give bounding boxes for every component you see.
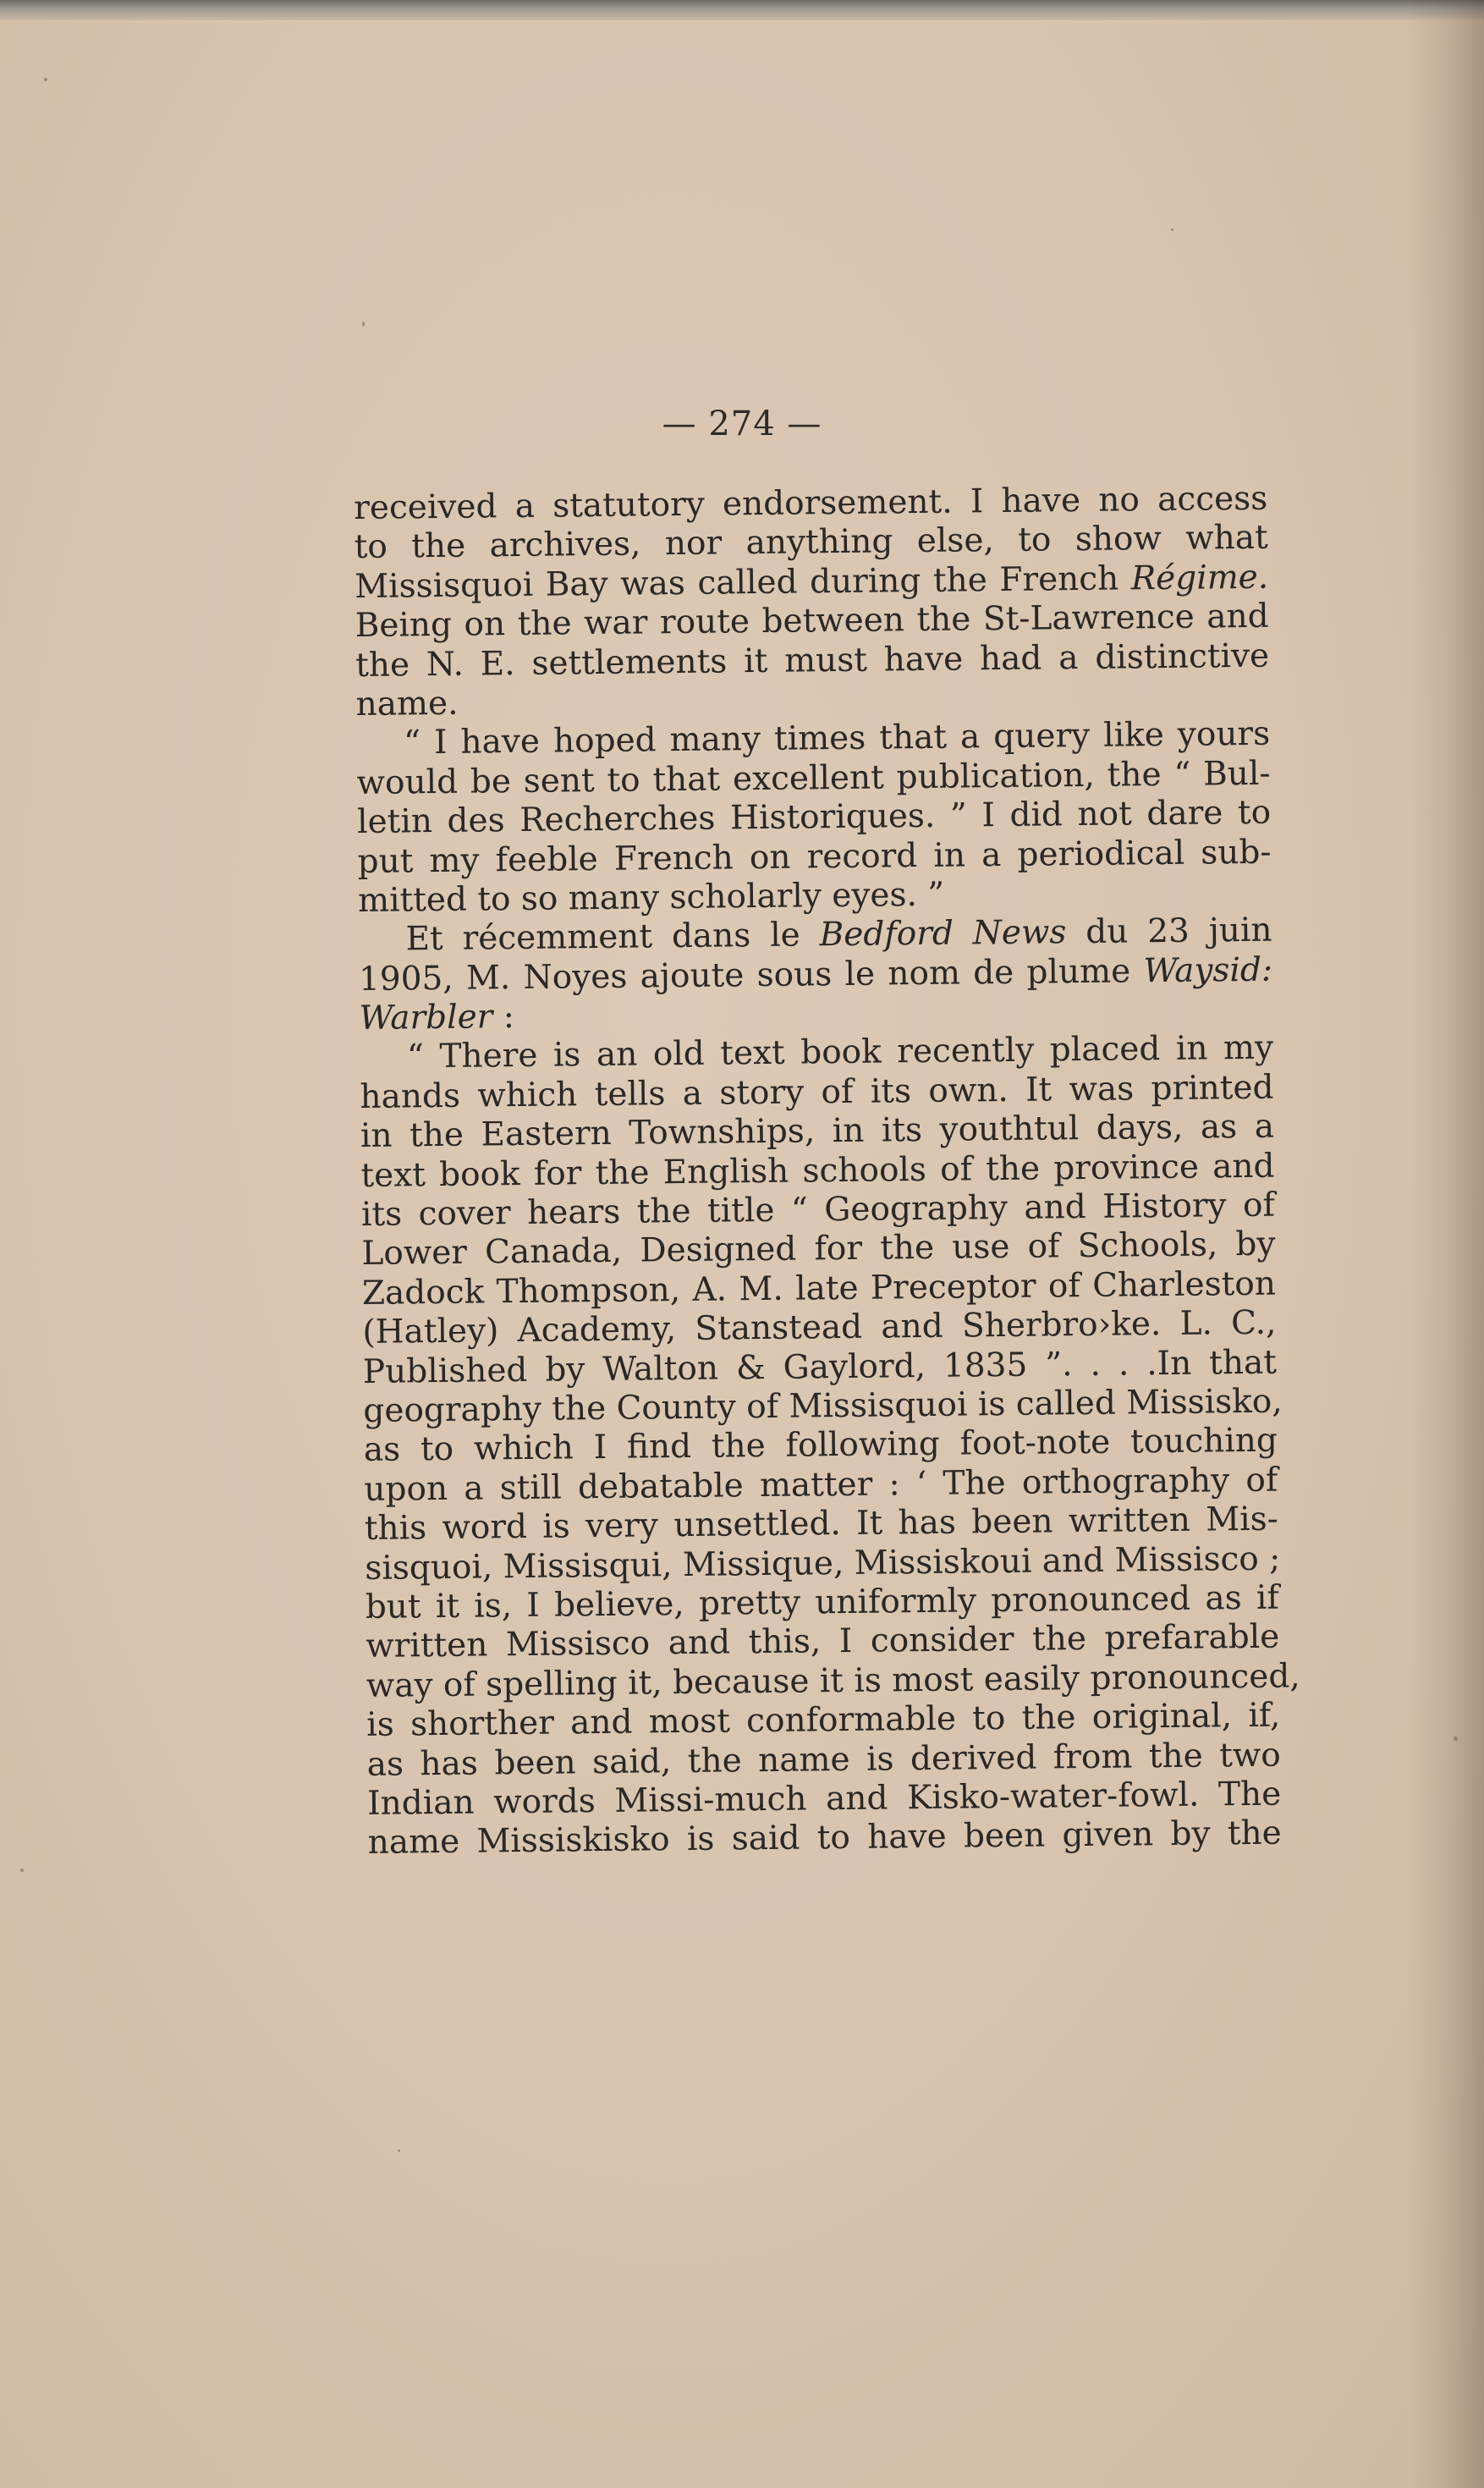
text-line: in the Eastern Townships, in its youthtul days, as a: [360, 1107, 1275, 1156]
text-line: way of spelling it, because it is most easily pronounced,: [366, 1657, 1300, 1705]
page-top-edge: [0, 0, 1484, 20]
text-line: to the archives, nor anything else, to show what: [354, 519, 1268, 567]
page-right-shadow: [1408, 0, 1484, 2488]
text-line: Being on the war route between the St-Lawrence and: [355, 597, 1269, 646]
text-line: this word is very unsettled. It has been written Mis-: [364, 1500, 1279, 1549]
text-line: Lower Canada, Designed for the use of Schools, by: [361, 1225, 1276, 1274]
paper-speck: [44, 78, 47, 81]
text-line: letin des Recherches Historiques. ” I did not dare to: [356, 793, 1272, 842]
text-line: hands which tells a story of its own. It was printed: [360, 1068, 1274, 1116]
paper-speck: [398, 2149, 400, 2152]
text-line: but it is, I believe, pretty uniformly pronounced as if: [365, 1578, 1280, 1627]
text-segment: du 23 juin: [1066, 911, 1272, 952]
text-line: as to which I find the following foot-note touching: [363, 1422, 1278, 1470]
text-segment: Missisquoi Bay was called during the French: [354, 559, 1132, 606]
text-line: Indian words Missi-much and Kisko-water-fowl. The: [367, 1775, 1282, 1823]
text-line: (Hatley) Academy, Stanstead and Sherbro›ke. L. C.,: [362, 1303, 1277, 1352]
italic-segment: Bedford News: [819, 913, 1067, 955]
text-line: geography the County of Missisquoi is called Missisko,: [363, 1382, 1283, 1430]
italic-segment: Régime.: [1130, 558, 1269, 598]
text-line: “ There is an old text book recently placed in my: [406, 1029, 1274, 1076]
text-line: upon a still debatable matter : ‘ The orthography of: [364, 1461, 1278, 1509]
text-line: name.: [355, 684, 459, 724]
paper-speck: [1454, 1737, 1458, 1741]
text-line: would be sent to that excellent publication, the “ Bul-: [356, 754, 1271, 802]
page-number: — 274 —: [662, 405, 822, 443]
text-line: received a statutory endorsement. I have no access: [354, 479, 1268, 527]
text-line: is shorther and most conformable to the original, if,: [366, 1696, 1281, 1745]
text-line: as has been said, the name is derived from the two: [366, 1736, 1281, 1784]
text-line: sisquoi, Missisqui, Missique, Missiskoui and Missisco ;: [365, 1539, 1281, 1588]
text-line: name Missiskisko is said to have been given by the: [367, 1814, 1282, 1863]
text-line: mitted to so many scholarly eyes. ”: [357, 875, 945, 920]
body-text: [354, 479, 1300, 1863]
italic-segment: Waysid:: [1143, 950, 1273, 990]
paper-speck: [1171, 228, 1173, 231]
text-segment: :: [492, 998, 515, 1037]
italic-segment: Warbler: [359, 998, 493, 1038]
text-line: put my feeble French on record in a periodical sub-: [357, 833, 1272, 881]
text-line: its cover hears the title “ Geography and History of: [360, 1186, 1276, 1234]
text-segment: 1905, M. Noyes ajoute sous le nom de plume: [358, 951, 1144, 999]
text-line: text book for the English schools of the province and: [360, 1147, 1275, 1195]
text-line: the N. E. settlements it must have had a distinctive: [355, 636, 1270, 685]
paper-speck: [20, 1869, 24, 1872]
text-segment: Et récemment dans le: [405, 916, 820, 959]
text-line: written Missisco and this, I consider the prefarable: [366, 1617, 1280, 1666]
paper-speck: [362, 322, 365, 327]
text-line: “ I have hoped many times that a query like yours: [403, 715, 1271, 762]
text-line: Zadock Thompson, A. M. late Preceptor of Charleston: [361, 1264, 1277, 1313]
text-line: Published by Walton & Gaylord, 1835 ”. . . .In that: [362, 1343, 1278, 1391]
